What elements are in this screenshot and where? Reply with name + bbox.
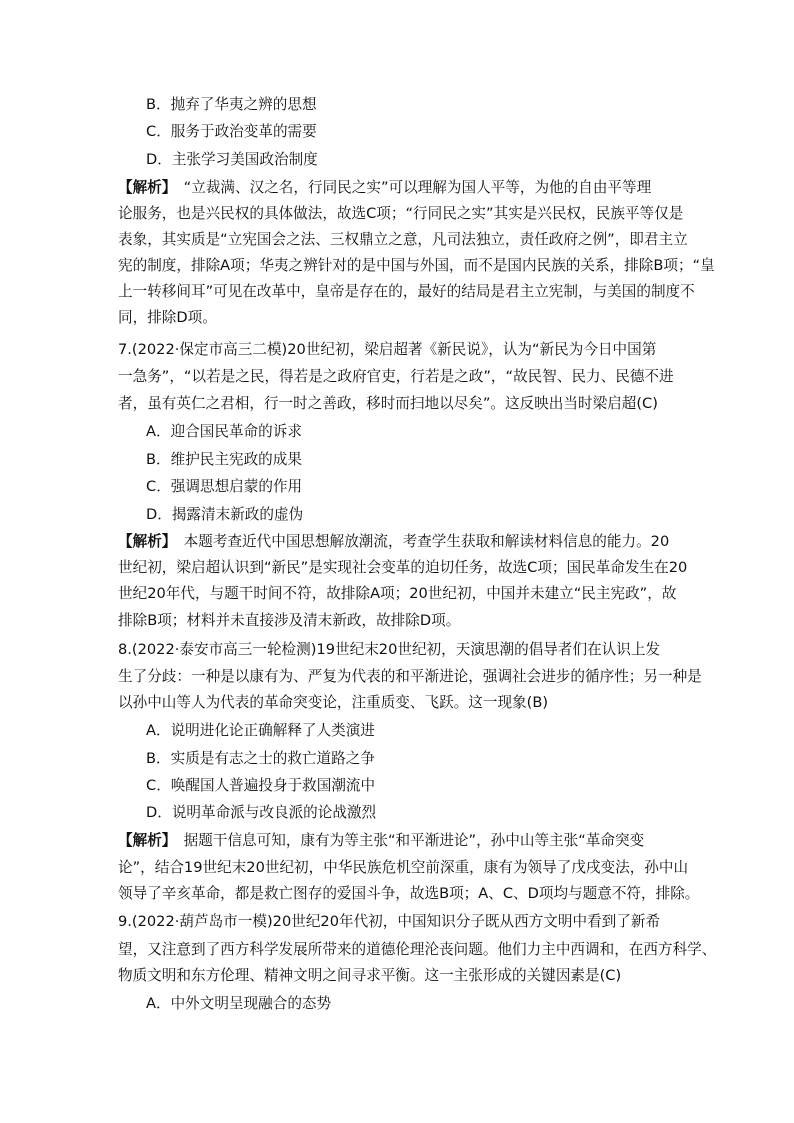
q8-stem-line-3: 以孙中山等人为代表的革命突变论，注重质变、飞跃。这一现象(B) xyxy=(118,694,549,711)
q8-analysis-line-3: 领导了辛亥革命，都是救亡图存的爱国斗争，故选B项；A、C、D项均与题意不符，排除。 xyxy=(118,885,700,902)
q6-analysis-line-5: 上一转移间耳”可见在改革中，皇帝是存在的，最好的结局是君主立宪制，与美国的制度不 xyxy=(118,283,695,300)
q6-analysis-text-1: “立裁满、汉之名，行同民之实”可以理解为国人平等，为他的自由平等理 xyxy=(169,179,652,196)
q7-option-d: D．揭露清末新政的虚伪 xyxy=(146,506,304,523)
q8-option-d: D．说明革命派与改良派的论战激烈 xyxy=(146,804,377,821)
q7-analysis-label: 【解析】 xyxy=(118,533,170,550)
q7-stem-line-1: 7.(2022·保定市高三二模)20世纪初，梁启超著《新民说》，认为“新民为今日中国第 xyxy=(118,341,657,358)
q7-option-c: C．强调思想启蒙的作用 xyxy=(146,478,303,495)
q8-analysis-label: 【解析】 xyxy=(118,832,170,849)
q9-stem-line-1: 9.(2022·葫芦岛市一模)20世纪20年代初，中国知识分子既从西方文明中看到了新希 xyxy=(118,913,661,930)
q9-stem-line-3: 物质文明和东方伦理、精神文明之间寻求平衡。这一主张形成的关键因素是(C) xyxy=(118,967,622,984)
q8-option-a: A．说明进化论正确解释了人类演进 xyxy=(146,722,375,739)
q7-stem-line-3: 者，虽有英仁之君相，行一时之善政，移时而扫地以尽矣”。这反映出当时梁启超(C) xyxy=(118,395,658,412)
q6-analysis-line-1 xyxy=(118,178,651,198)
q8-option-b: B．实质是有志之士的救亡道路之争 xyxy=(146,750,375,767)
q6-analysis-label: 【解析】 xyxy=(118,179,170,196)
q6-analysis-line-6: 同，排除D项。 xyxy=(118,309,217,326)
q8-stem-line-2: 生了分歧：一种是以康有为、严复为代表的和平渐进论，强调社会进步的循序性；另一种是 xyxy=(118,668,702,685)
q7-analysis-line-2: 世纪初，梁启超认识到“新民”是实现社会变革的迫切任务，故选C项；国民革命发生在20 xyxy=(118,559,688,576)
q7-option-a: A．迎合国民革命的诉求 xyxy=(146,423,302,440)
q7-option-b: B．维护民主宪政的成果 xyxy=(146,451,302,468)
q7-analysis-line-3: 世纪20年代，与题干时间不符，故排除A项；20世纪初，中国并未建立“民主宪政”，故 xyxy=(118,585,677,602)
q8-analysis-text-1: 据题干信息可知，康有为等主张“和平渐进论”，孙中山等主张“革命突变 xyxy=(169,832,645,849)
q6-option-c: C．服务于政治变革的需要 xyxy=(146,123,317,140)
q9-option-a: A．中外文明呈现融合的态势 xyxy=(146,995,332,1012)
q7-analysis-line-1 xyxy=(118,532,669,552)
q6-analysis-line-3: 表象，其实质是“立宪国会之法、三权鼎立之意，凡司法独立，责任政府之例”，即君主立 xyxy=(118,231,688,248)
q9-stem-line-2: 望，又注意到了西方科学发展所带来的道德伦理沦丧问题。他们力主中西调和，在西方科学、 xyxy=(118,941,717,958)
q6-analysis-line-4: 宪的制度，排除A项；华夷之辨针对的是中国与外国，而不是国内民族的关系，排除B项；“皇 xyxy=(118,257,715,274)
q7-stem-line-2: 一急务”，“以若是之民，得若是之政府官吏，行若是之政”，“故民智、民力、民德不进 xyxy=(118,368,674,385)
q7-analysis-line-4: 排除B项；材料并未直接涉及清末新政，故排除D项。 xyxy=(118,612,461,629)
q8-option-c: C．唤醒国人普遍投身于救国潮流中 xyxy=(146,777,376,794)
q8-stem-line-1: 8.(2022·泰安市高三一轮检测)19世纪末20世纪初，天演思潮的倡导者们在认识上发 xyxy=(118,641,661,658)
q8-analysis-line-2: 论”，结合19世纪末20世纪初，中华民族危机空前深重，康有为领导了戊戌变法，孙中山 xyxy=(118,859,689,876)
q8-analysis-line-1 xyxy=(118,831,644,851)
q7-analysis-text-1: 本题考查近代中国思想解放潮流，考查学生获取和解读材料信息的能力。20 xyxy=(169,533,670,550)
q6-option-b: B．抛弃了华夷之辨的思想 xyxy=(146,96,317,113)
q6-analysis-line-2: 论服务，也是兴民权的具体做法，故选C项；“行同民之实”其实是兴民权，民族平等仅是 xyxy=(118,205,684,222)
q6-option-d: D．主张学习美国政治制度 xyxy=(146,151,318,168)
